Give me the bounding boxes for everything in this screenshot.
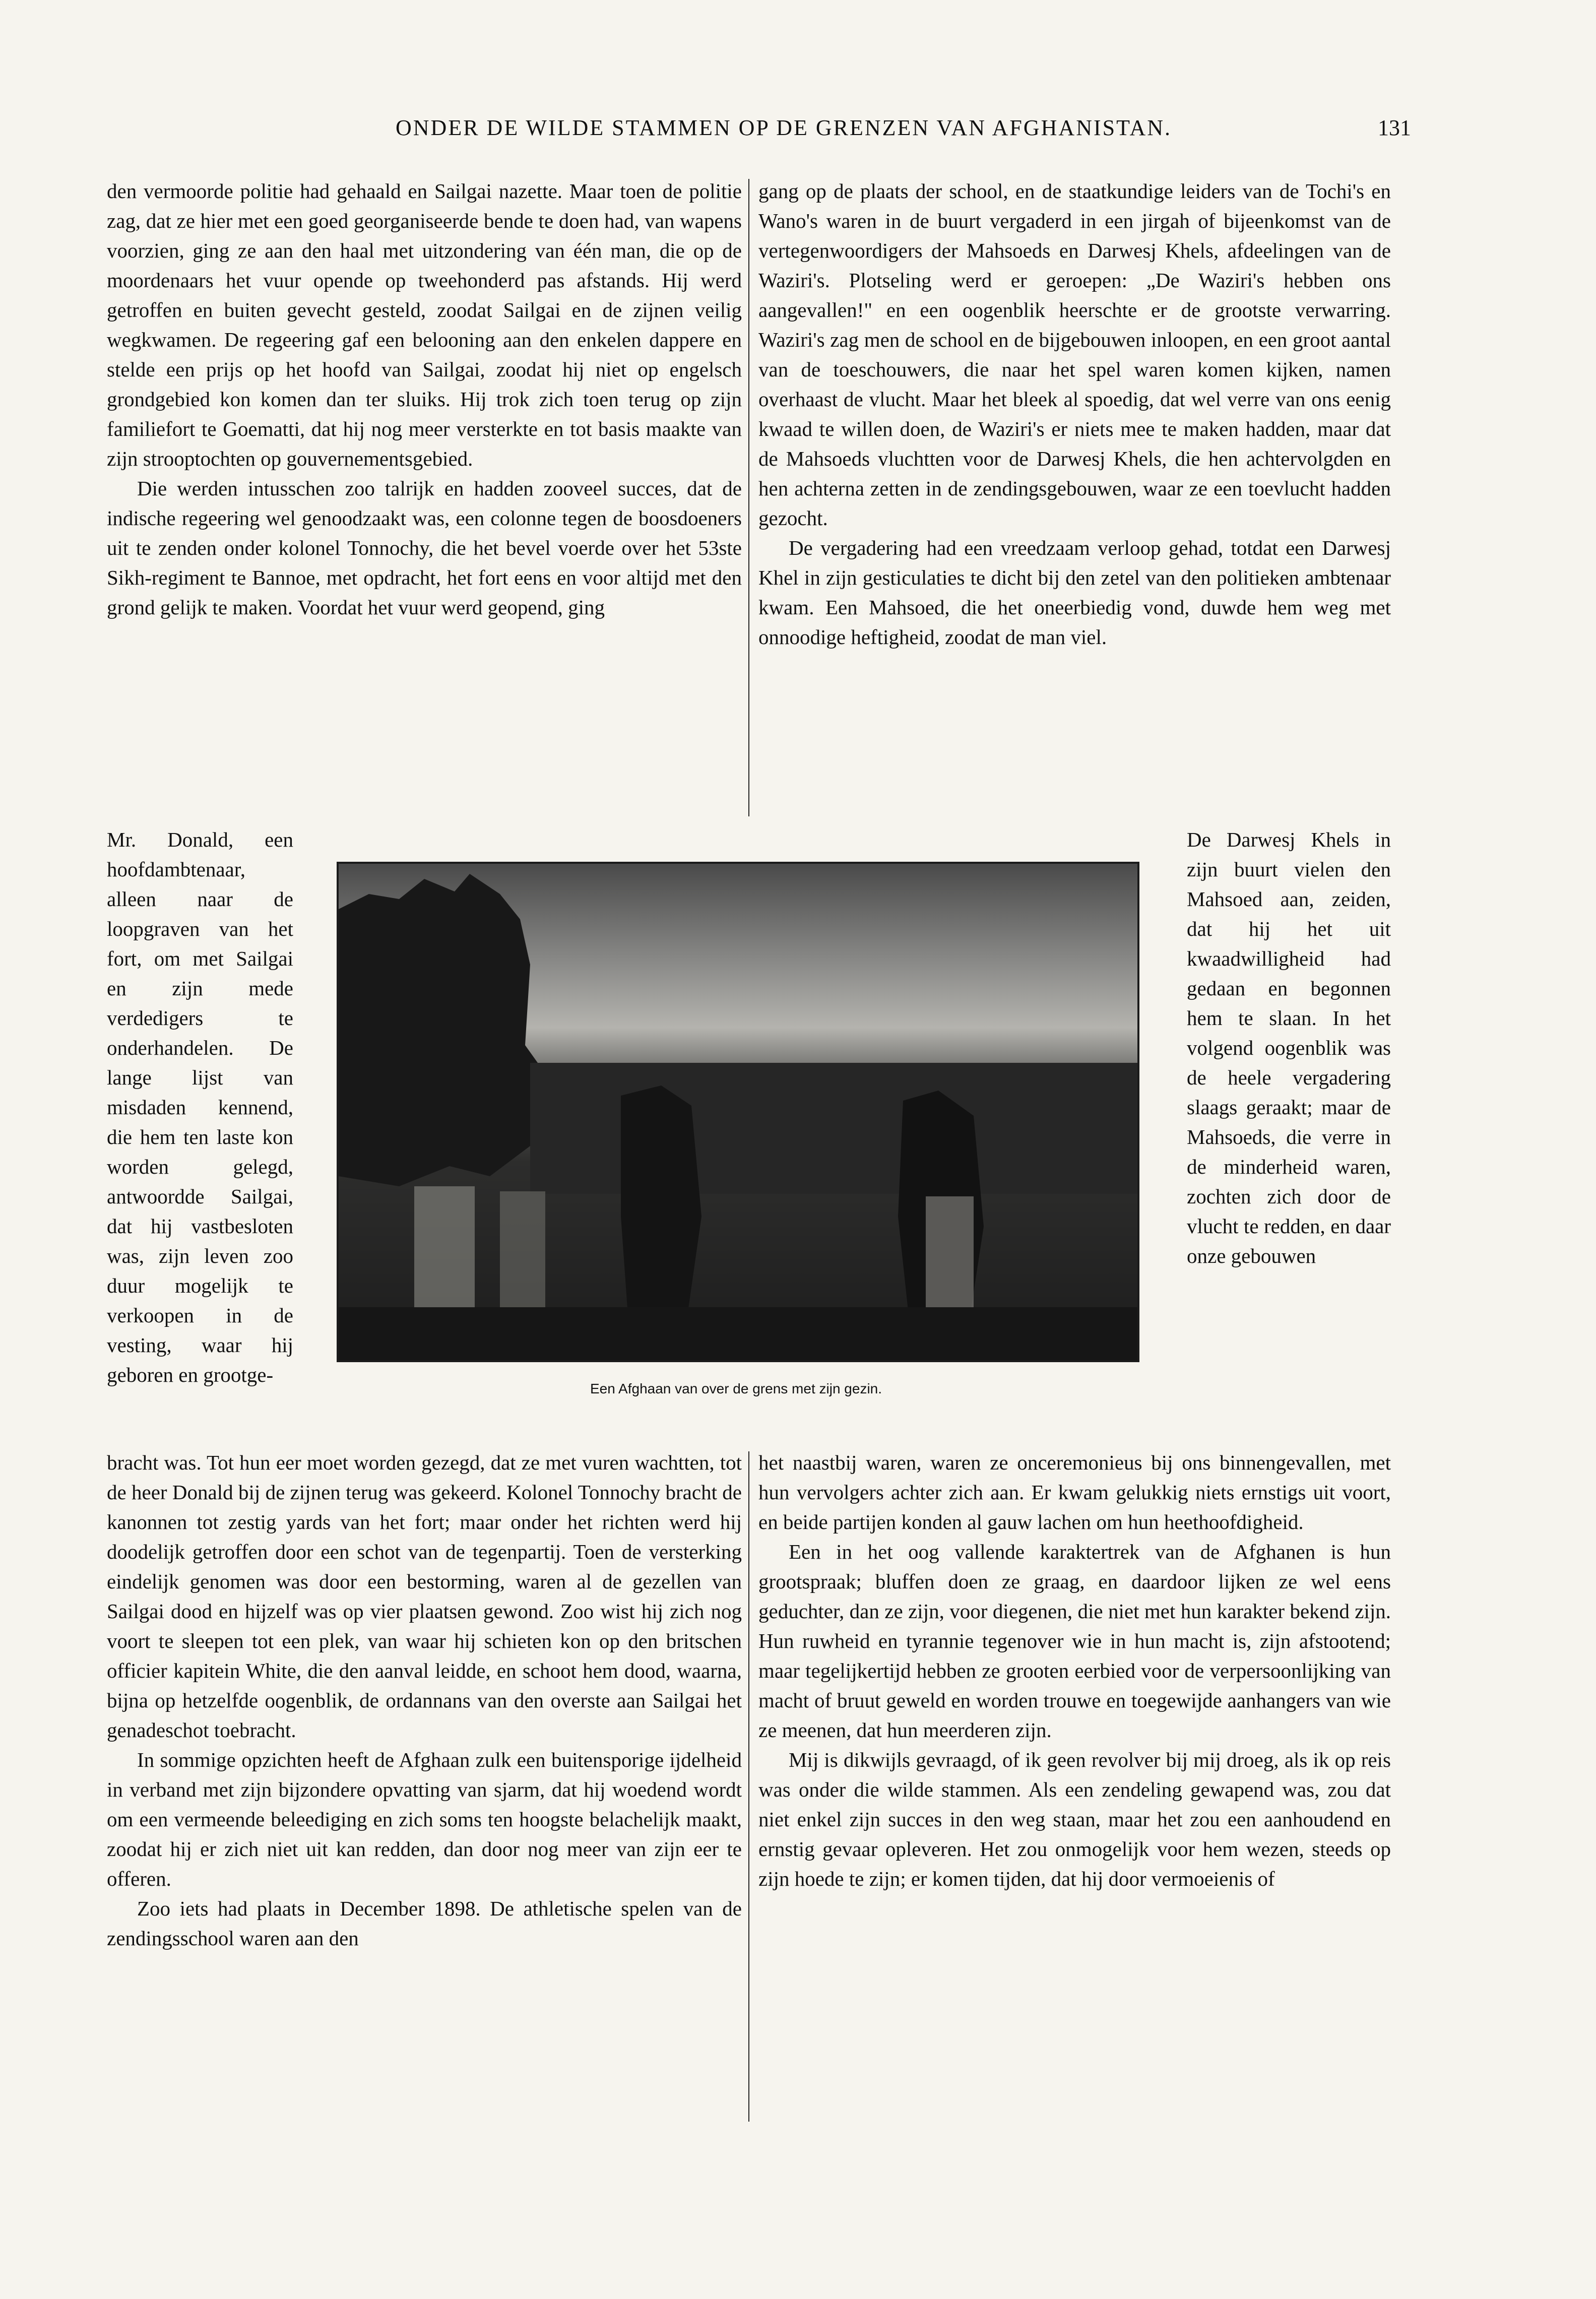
paragraph: Een in het oog vallende karaktertrek van de Afghanen is hun grootspraak; bluffen doen ze graag, en daardoor lijken ze wel eens geduchter, dan ze zijn, voor diegenen, die niet met hun karakter bekend zijn. Hun ruwheid en tyrannie tegenover wie in hun macht is, zijn afstootend; maar tegelijkertijd hebben ze grooten eerbied voor de verpersoonlijking van macht of bruut geweld en worden trouwe en toegewijde aanhangers van wie ze meenen, dat hun meerderen zijn. (758, 1540, 1391, 1742)
left-column-bottom (107, 1448, 742, 1953)
page-number: 131 (1378, 115, 1411, 140)
paragraph: In sommige opzichten heeft de Afghaan zulk een buitensporige ijdelheid in verband met zijn bijzondere opvatting van sjarm, dat hij woedend wordt om een vermeende beleediging en zich soms ten hoogste belachelijk maakt, zoodat hij er zich niet uit kan redden, dan door nog meer van zijn eer te offeren. (107, 1748, 742, 1890)
paragraph: gang op de plaats der school, en de staatkundige leiders van de Tochi's en Wano's waren in de buurt vergaderd in een jirgah of bijeenkomst van de vertegenwoordigers der Mahsoeds en Darwesj Khels, afdeelingen van de Waziri's. Plotseling werd er geroepen: „De Waziri's hebben ons aangevallen!" en een oogenblik heerschte er de grootste verwarring. Waziri's zag men de school en de bijgebouwen inloopen, en een groot aantal van de toeschouwers, die naar het spel waren komen kijken, namen overhaast de vlucht. Maar het bleek al spoedig, dat wel verre van ons eenig kwaad te willen doen, de Waziri's er niets mee te maken hadden, maar dat de Mahsoeds vluchtten voor de Darwesj Khels, die hen achtervolgden en hen achterna zetten in de zendingsgebouwen, waar ze een toevlucht hadden gezocht. (758, 179, 1391, 530)
photograph-image (339, 864, 1137, 1360)
paragraph: het naastbij waren, waren ze onceremonieus bij ons binnengevallen, met hun vervolgers achter zich aan. Er kwam gelukkig niets ernstigs uit voort, en beide partijen konden al gauw lachen om hun heethoofdigheid. (758, 1451, 1391, 1534)
paragraph: den vermoorde politie had gehaald en Sailgai nazette. Maar toen de politie zag, dat ze hier met een goed georganiseerde bende te doen had, van wapens voorzien, ging ze aan den haal met uitzondering van één man, die op de moordenaars het vuur opende op tweehonderd pas afstands. Hij werd getroffen en buiten gevecht gesteld, zoodat Sailgai en de zijnen veilig wegkwamen. De regeering gaf een belooning aan den enkelen dappere en stelde een prijs op het hoofd van Sailgai, zoodat hij niet op engelsch grondgebied kon komen dan ter sluiks. Hij trok zich toen terug op zijn familiefort te Goematti, dat hij nog meer versterkte en tot basis maakte van zijn strooptochten op gouvernementsgebied. (107, 179, 742, 470)
paragraph: Mr. Donald, een hoofdambtenaar, alleen naar de loopgraven van het fort, om met Sailgai en zijn mede verdedigers te onderhandelen. De lange lijst van misdaden kennend, die hem ten laste kon worden gelegd, antwoordde Sailgai, dat hij vastbesloten was, zijn leven zoo duur mogelijk te verkoopen in de vesting, waar hij geboren en grootge- (107, 828, 293, 1386)
paragraph: bracht was. Tot hun eer moet worden gezegd, dat ze met vuren wachtten, tot de heer Donald bij de zijnen terug was gekeerd. Kolonel Tonnochy bracht de kanonnen tot zestig yards van het fort; maar onder het richten werd hij doodelijk getroffen door een schot van de tegenpartij. Toen de versterking eindelijk genomen was door een bestorming, waren al de gezellen van Sailgai dood en hijzelf was op vier plaatsen gewond. Zoo wist hij zich nog voort te sleepen tot een plek, van waar hij schieten kon op den britschen officier kapitein White, die den aanval leidde, en schoot hem dood, waarna, bijna op hetzelfde oogenblik, de ordannans van den overste aan Sailgai het genadeschot toebracht. (107, 1451, 742, 1742)
running-title: ONDER DE WILDE STAMMEN OP DE GRENZEN VAN AFGHANISTAN. (396, 115, 1172, 140)
paragraph: Mij is dikwijls gevraagd, of ik geen revolver bij mij droeg, als ik op reis was onder die wilde stammen. Als een zendeling gewapend was, zou dat niet enkel zijn succes in den weg staan, maar het zou een aanhoudend en ernstig gevaar opleveren. Het zou onmogelijk voor hem wezen, steeds op zijn hoede te zijn; er komen tijden, dat hij door vermoeienis of (758, 1748, 1391, 1890)
right-column-top (758, 176, 1391, 652)
left-column-narrow (107, 825, 293, 1390)
column-divider-bottom (748, 1451, 749, 2122)
paragraph: Zoo iets had plaats in December 1898. De athletische spelen van de zendingsschool waren aan den (107, 1897, 742, 1950)
left-column-top (107, 176, 742, 622)
paragraph: De vergadering had een vreedzaam verloop gehad, totdat een Darwesj Khel in zijn gesticulaties te dicht bij den zetel van den politieken ambtenaar kwam. Een Mahsoed, die het oneerbiedig vond, duwde hem weg met onnoodige heftigheid, zoodat de man viel. (758, 536, 1391, 649)
photograph (337, 862, 1139, 1362)
column-divider-top (748, 179, 749, 816)
paragraph: Die werden intusschen zoo talrijk en hadden zooveel succes, dat de indische regeering wel genoodzaakt was, een colonne tegen de boosdoeners uit te zenden onder kolonel Tonnochy, die het bevel voerde over het 53ste Sikh-regiment te Bannoe, met opdracht, het fort eens en voor altijd met den grond gelijk te maken. Voordat het vuur werd geopend, ging (107, 477, 742, 619)
figure-caption: Een Afghaan van over de grens met zijn gezin. (590, 1381, 882, 1396)
paragraph: De Darwesj Khels in zijn buurt vielen den Mahsoed aan, zeiden, dat hij het uit kwaadwilligheid had gedaan en begonnen hem te slaan. In het volgend oogenblik was de heele vergadering slaags geraakt; maar de Mahsoeds, die verre in de minderheid waren, zochten zich door de vlucht te redden, en daar onze gebouwen (1187, 828, 1391, 1267)
right-column-bottom (758, 1448, 1391, 1894)
right-column-narrow (1187, 825, 1391, 1271)
